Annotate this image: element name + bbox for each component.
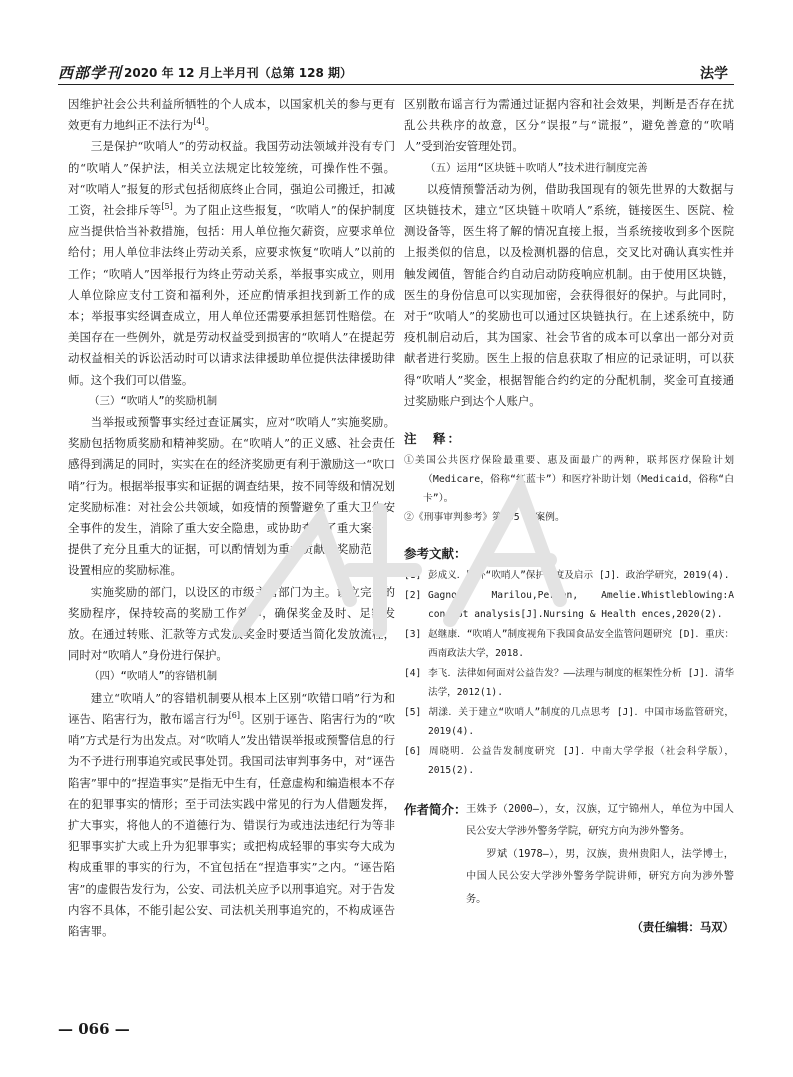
note-item: ②《刑事审判参考》第 95 号案例。	[404, 512, 565, 524]
page-number: — 066 —	[58, 1020, 130, 1038]
subheading-tolerance-mechanism: （四）“吹哨人”的容错机制	[89, 670, 218, 683]
citation: [4]	[193, 117, 205, 127]
paragraph-reward: 当举报或预警事实经过查证属实，应对“吹哨人”实施奖励。奖励包括物质奖励和精神奖励。在“吹哨人”的正义感、社会责任感得到满足的同时，实实在在的经济奖励更有利于激励这一“吹口哨”行为。根据举报事实和证据的调查结果，按不同等级和情况划定奖励标准：对社会公共领域，如疫情的预警避免了重大卫生安全事件的发生，消除了重大安全隐患，或协助查处了重大案件，提供了充分且重大的证据，可以酌情划为重大贡献的奖励范围，设置相应的奖励标准。	[68, 415, 395, 578]
header-rule	[58, 84, 734, 85]
section-label: 法学	[700, 66, 728, 82]
reference-item: [6] 周晓明．公益告发制度研究 [J]．中南大学学报（社会科学版），2015(2).	[404, 745, 734, 777]
journal-masthead: 西部学刊	[58, 64, 123, 82]
references-title: 参考文献：	[404, 546, 467, 562]
reference-list	[404, 566, 734, 781]
paragraph-rumor: 区别散布谣言行为需通过证据内容和社会效果，判断是否存在扰乱公共秩序的故意，区分“误报”与“谎报”，避免善意的“吹哨人”受到治安管理处罚。	[404, 97, 734, 154]
left-column	[68, 94, 395, 942]
responsible-editor: （责任编辑：马双）	[631, 920, 734, 935]
paragraph-labor-rights: 三是保护“吹哨人”的劳动权益。我国劳动法领域并没有专门的“吹哨人”保护法，相关立法规定比较笼统，可操作性不强。对“吹哨人”报复的形式包括彻底终止合同，强迫公司搬迁，扣减工资，社会排斥等[5]。为了阻止这些报复，“吹哨人”的保护制度应当提供恰当补救措施，包括：用人单位拖欠薪资，应要求单位给付；用人单位非法终止劳动关系，应要求恢复“吹哨人”以前的工作；“吹哨人”因举报行为终止劳动关系，举报事实成立，则用人单位除应支付工资和福利外，还应酌情承担找到新工作的成本；举报事实经调查成立，用人单位还需要承担惩罚性赔偿。在美国存在一些例外，就是劳动权益受到损害的“吹哨人”在提起劳动权益相关的诉讼活动时可以请求法律援助单位提供法律援助律师。这个我们可以借鉴。	[68, 139, 395, 387]
citation: [6]	[228, 711, 240, 721]
reference-item: [4] 李飞．法律如何面对公益告发？——法理与制度的框架性分析 [J]．清华法学，2012(1).	[404, 667, 734, 699]
citation: [5]	[161, 202, 173, 212]
note-item: ①美国公共医疗保险最重要、惠及面最广的两种，联邦医疗保险计划（Medicare，俗称“红蓝卡”）和医疗补助计划（Medicaid，俗称“白卡”）。	[404, 455, 734, 505]
reference-item: [1] 彭成义．国外“吹哨人”保护制度及启示 [J]．政治学研究，2019(4).	[404, 570, 730, 582]
author-label: 作者简介：	[404, 801, 467, 817]
subheading-blockchain: （五）运用“区块链＋吹哨人”技术进行制度完善	[425, 161, 648, 174]
notes-title: 注 释：	[404, 431, 463, 447]
author-info	[404, 799, 734, 912]
paragraph-reward-department: 实施奖励的部门，以设区的市级主管部门为主。设立完善的奖励程序，保持较高的奖励工作效率，确保奖金及时、足额发放。在通过转账、汇款等方式发放奖金时要适当简化发放流程，同时对“吹哨人”身份进行保护。	[68, 584, 395, 663]
reference-item: [3] 赵继康．“吹哨人”制度视角下我国食品安全监管问题研究 [D]．重庆：西南政法大学，2018.	[404, 628, 734, 660]
paragraph-tolerance: 建立“吹哨人”的容错机制要从根本上区别“吹错口哨”行为和诬告、陷害行为，散布谣言行为[6]。区别于诬告、陷害行为的“吹哨”方式是行为出发点。对“吹哨人”发出错误举报或预警信息的行为不予进行刑事追究或民事处罚。我国司法审判事务中，对“诬告陷害”罪中的“捏造事实”是指无中生有，任意虚构和编造根本不存在的犯罪事实的情形；至于司法实践中常见的行为人借题发挥，扩大事实，将他人的不道德行为、错误行为或违法违纪行为等非犯罪事实扩大或上升为犯罪事实；或把构成轻罪的事实夸大成为构成重罪的事实的行为，不宜包括在“捏造事实”之内。“诬告陷害”的虚假告发行为，公安、司法机关应予以刑事追究。对于告发内容不具体，不能引起公安、司法机关刑事追究的，不构成诬告陷害罪。	[68, 690, 395, 938]
issue-info: 2020 年 12 月上半月刊（总第 128 期）	[124, 66, 353, 80]
paragraph-blockchain: 以疫情预警活动为例，借助我国现有的领先世界的大数据与区块链技术，建立“区块链＋吹哨人”系统，链接医生、医院、检测设备等，医生将了解的情况直接上报，当系统接收到多个医院上报类似的信息，以及检测机器的信息，交叉比对确认真实性并触发阈值，智能合约自动启动防疫响应机制。由于使用区块链，医生的身份信息可以实现加密，会获得很好的保护。与此同时，对于“吹哨人”的奖励也可以通过区块链执行。在上述系统中，防疫机制启动后，其为国家、社会节省的成本可以拿出一部分对贡献者进行奖励。医生上报的信息获取了相应的记录证明，可以获得“吹哨人”奖金，根据智能合约约定的分配机制，奖金可直接通过奖励账户到达个人账户。	[404, 181, 734, 408]
author-bio-2: 罗斌（1978—），男，汉族，贵州贵阳人，法学博士，中国人民公安大学涉外警务学院讲师，研究方向为涉外警务。	[466, 848, 734, 905]
page-header	[58, 60, 734, 84]
reference-item: [5] 胡漾．关于建立“吹哨人”制度的几点思考 [J]．中国市场监管研究，2019(4).	[404, 706, 734, 738]
reference-item: [2] Gagnon, Marilou,Perron, Amelie.Whistleblowing:A concept analysis[J].Nursing & Health ences,2020(2).	[404, 589, 734, 621]
right-column	[404, 94, 734, 939]
subheading-reward-mechanism: （三）“吹哨人”的奖励机制	[89, 394, 218, 407]
author-bio-1: 王姝予（2000—），女，汉族，辽宁锦州人，单位为中国人民公安大学涉外警务学院，研究方向为涉外警务。	[466, 803, 734, 838]
paragraph-continued: 因维护社会公共利益所牺牲的个人成本，以国家机关的参与更有效更有力地纠正不法行为[4]。	[68, 97, 395, 133]
